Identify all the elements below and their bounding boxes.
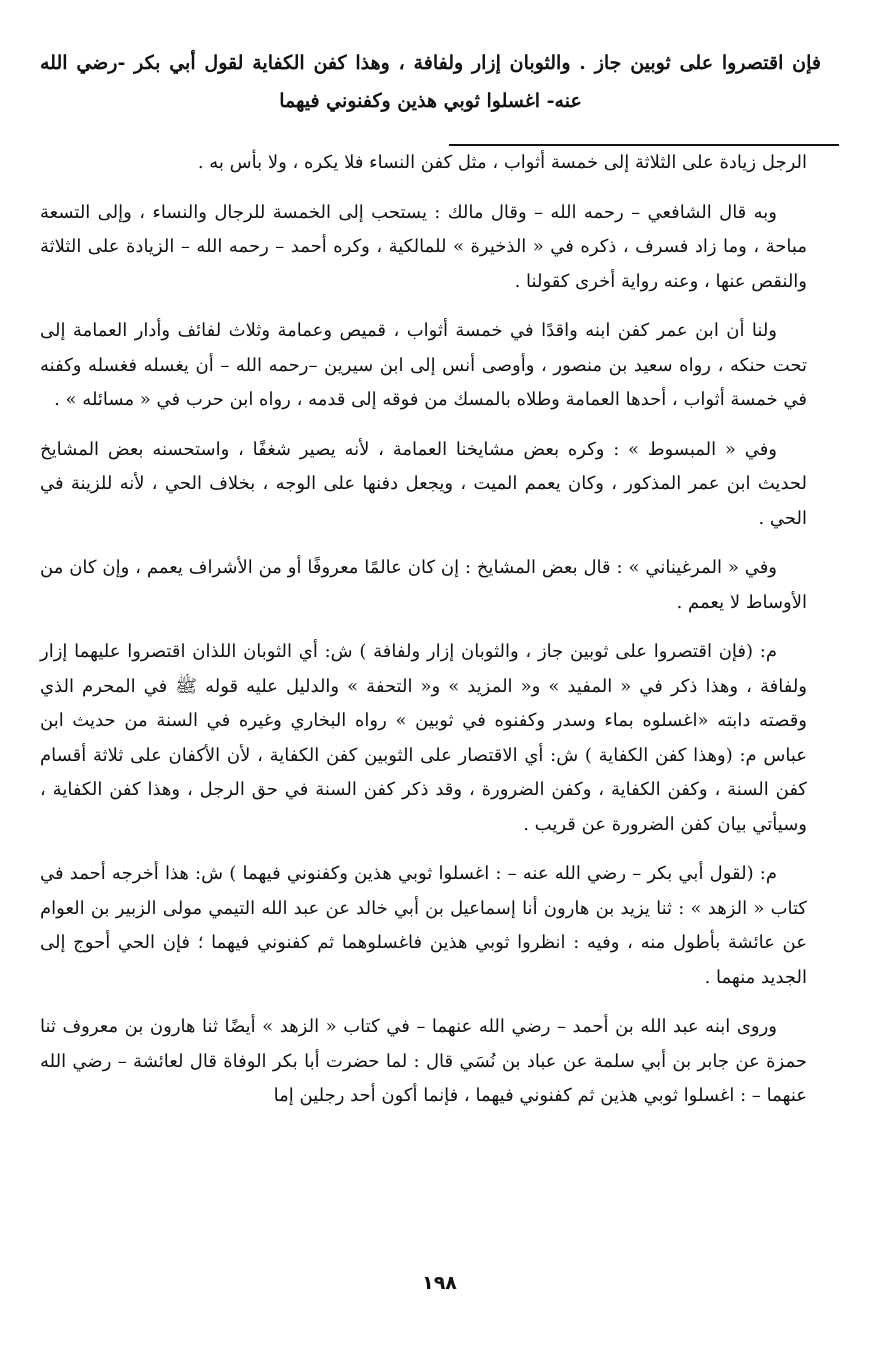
paragraph: وفي « المرغيناني » : قال بعض المشايخ : إن كان عالمًا معروفًا أو من الأشراف يعمم ، وإن كان من الأوساط لا يعمم . xyxy=(40,557,807,613)
paragraph: م: (فإن اقتصروا على ثوبين جاز ، والثوبان إزار ولفافة ) ش: أي الثوبان اللذان اقتصروا عليهما إزار ولفافة ، وهذا ذكر في « المفيد » و« المزيد » و« التحفة » والدليل عليه قوله ﷺ في المحرم الذي وقصته دابته «اغسلوه بماء وسدر وكفنوه في ثوبين » رواه البخاري وغيره في السنة من حديث ابن عباس م: (وهذا كفن الكفاية ) ش: أي الاقتصار على الثوبين كفن الكفاية ، لأن الأكفان على ثلاثة أقسام كفن السنة ، وكفن الكفاية ، وكفن الضرورة ، وقد ذكر كفن السنة في حق الرجل ، وهذا كفن الكفاية ، وسيأتي بيان كفن الضرورة عن قريب . xyxy=(40,641,807,835)
paragraph: الرجل زيادة على الثلاثة إلى خمسة أثواب ، مثل كفن النساء فلا يكره ، ولا بأس به . xyxy=(197,152,807,173)
matn-text: فإن اقتصروا على ثوبين جاز . والثوبان إزار ولفافة ، وهذا كفن الكفاية لقول أبي بكر -رضي الله عنه- اغسلوا ثوبي هذين وكفنوني فيهما xyxy=(40,52,821,112)
paragraph: م: (لقول أبي بكر – رضي الله عنه – : اغسلوا ثوبي هذين وكفنوني فيهما ) ش: هذا أخرجه أحمد في كتاب « الزهد » : ثنا يزيد بن هارون أنا إسماعيل بن أبي خالد عن عبد الله التيمي مولى الزبير بن العوام عن عائشة بأطول منه ، وفيه : انظروا ثوبي هذين فاغسلوهما ثم كفنوني فيهما ؛ فإن الحي أحوج إلى الجديد منهما . xyxy=(40,863,807,988)
paragraph: وبه قال الشافعي – رحمه الله – وقال مالك : يستحب إلى الخمسة للرجال والنساء ، وإلى التسعة مباحة ، وما زاد فسرف ، ذكره في « الذخيرة » للمالكية ، وكره أحمد – رحمه الله – الزيادة على الثلاثة والنقص عنها ، وعنه رواية أخرى كقولنا . xyxy=(40,201,807,292)
paragraph: وروى ابنه عبد الله بن أحمد – رضي الله عنهما – في كتاب « الزهد » أيضًا ثنا هارون بن معروف ثنا حمزة عن جابر بن أبي سلمة عن عباد بن نُسَي قال : لما حضرت أبا بكر الوفاة قال لعائشة – رضي الله عنهما – : اغسلوا ثوبي هذين ثم كفنوني فيهما ، فإنما أكون أحد رجلين إما xyxy=(40,1016,807,1106)
paragraph: ولنا أن ابن عمر كفن ابنه واقدًا في خمسة أثواب ، قميص وعمامة وثلاث لفائف وأدار العمامة إلى تحت حنكه ، رواه سعيد بن منصور ، وأوصى أنس إلى ابن سيرين –رحمه الله – أن يغسله فغسله وكفنه في خمسة أثواب ، أحدها العمامة وطلاه بالمسك من فوقه إلى قدمه ، رواه ابن حرب في « مسائله » . xyxy=(40,320,807,410)
commentary-body xyxy=(40,146,807,1129)
paragraph: وفي « المبسوط » : وكره بعض مشايخنا العمامة ، لأنه يصير شغفًا ، واستحسنه بعض المشايخ لحديث ابن عمر المذكور ، وكان يعمم الميت ، ويجعل دفنها على الوجه ، بخلاف الحي ، لأنه للزينة في الحي . xyxy=(40,438,807,529)
page-number: ١٩٨ xyxy=(422,1272,457,1294)
